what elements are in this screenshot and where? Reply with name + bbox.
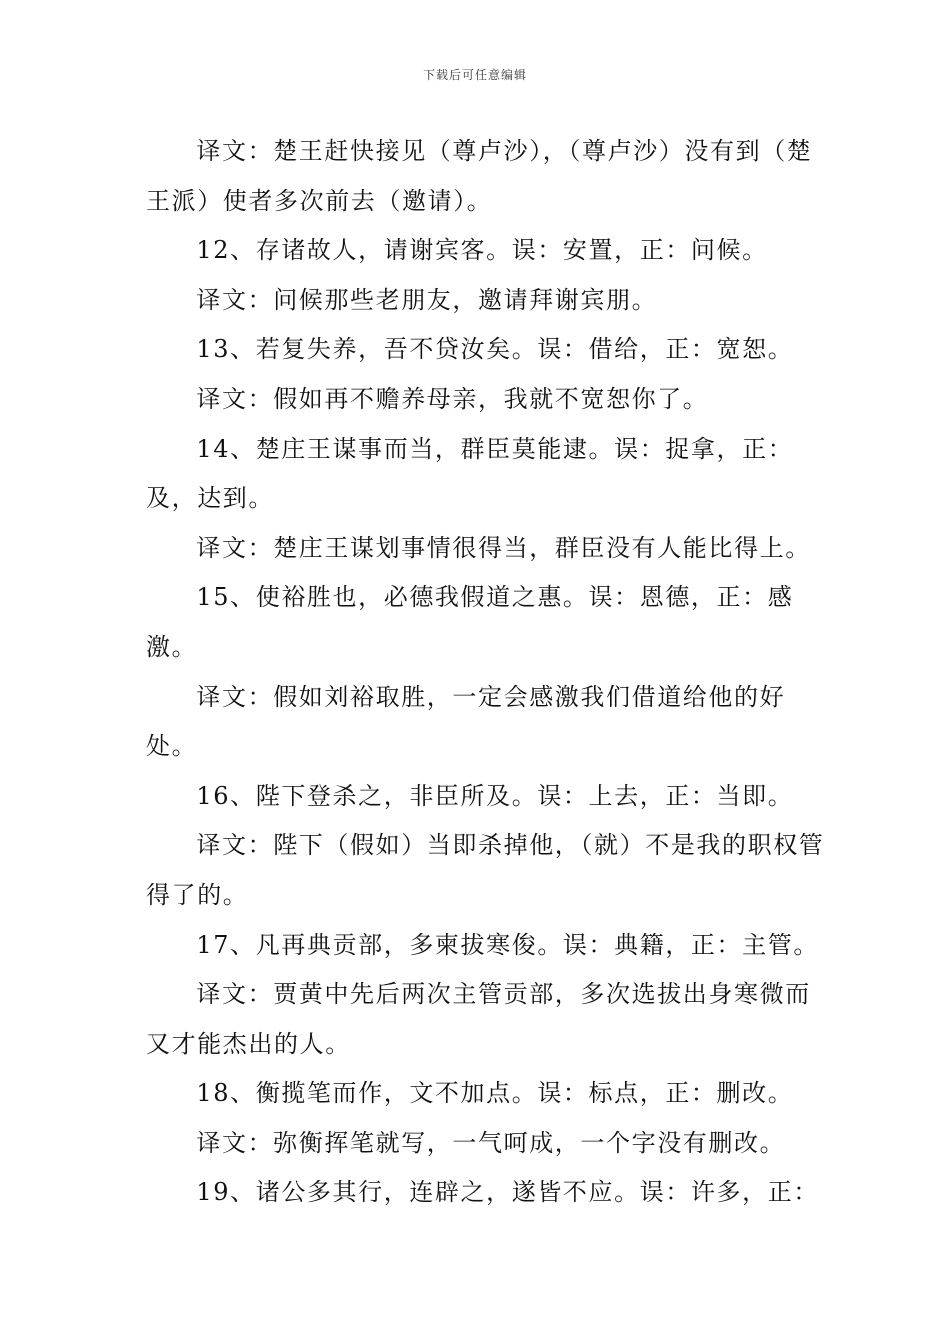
paragraph: 12、存诸故人，请谢宾客。误：安置，正：问候。 <box>196 236 768 265</box>
paragraph: 15、使裕胜也，必德我假道之惠。误：恩德，正：感激。 <box>146 583 794 661</box>
paragraph: 译文：楚王赶快接见（尊卢沙），（尊卢沙）没有到（楚王派）使者多次前去（邀请）。 <box>146 137 813 215</box>
paragraph: 译文：弥衡挥笔就写，一气呵成，一个字没有删改。 <box>196 1128 786 1157</box>
paragraph: 17、凡再典贡部，多柬拔寒俊。误：典籍，正：主管。 <box>196 930 819 959</box>
document-body <box>146 127 826 1218</box>
paragraph: 译文：楚庄王谋划事情很得当，群臣没有人能比得上。 <box>196 533 811 562</box>
paragraph: 14、楚庄王谋事而当，群臣莫能逮。误：捉拿，正：及，达到。 <box>146 434 794 513</box>
paragraph: 译文：贾黄中先后两次主管贡部，多次选拔出身寒微而又才能杰出的人。 <box>146 980 811 1058</box>
paragraph: 译文：陛下（假如）当即杀掉他，（就）不是我的职权管得了的。 <box>146 831 825 909</box>
paragraph: 译文：问候那些老朋友，邀请拜谢宾朋。 <box>196 285 658 314</box>
paragraph: 译文：假如再不赡养母亲，我就不宽恕你了。 <box>196 384 709 413</box>
paragraph: 16、陛下登杀之，非臣所及。误：上去，正：当即。 <box>196 781 794 810</box>
page-header: 下载后可任意编辑 <box>422 68 527 82</box>
paragraph: 19、诸公多其行，连辟之，遂皆不应。误：许多，正： <box>196 1178 819 1207</box>
paragraph: 译文：假如刘裕取胜，一定会感激我们借道给他的好处。 <box>146 682 786 761</box>
paragraph: 18、衡揽笔而作，文不加点。误：标点，正：删改。 <box>196 1079 794 1108</box>
paragraph: 13、若复失养，吾不贷汝矣。误：借给，正：宽恕。 <box>196 335 794 364</box>
